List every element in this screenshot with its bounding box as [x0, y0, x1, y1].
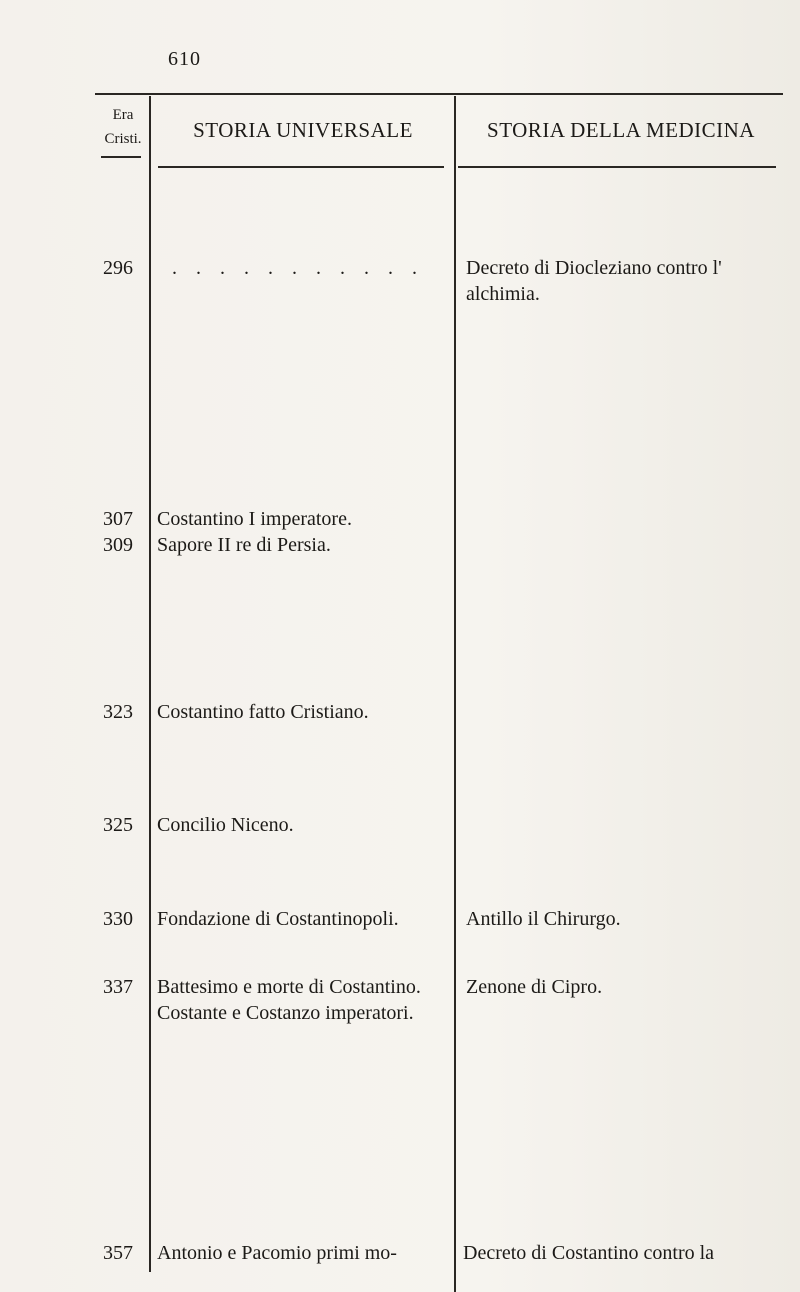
medicine-history-heading: STORIA DELLA MEDICINA: [487, 118, 755, 142]
universal-entry-307: Costantino I imperatore.: [157, 508, 352, 530]
medicine-entry-296: Decreto di Diocleziano contro l' alchimia.: [466, 257, 722, 305]
era-header-line2: Cristi.: [104, 131, 142, 147]
year-296: 296: [103, 257, 133, 279]
universal-entry-325: Concilio Niceno.: [157, 814, 294, 836]
medicine-entry-330: Antillo il Chirurgo.: [466, 908, 621, 930]
universal-entry-330: Fondazione di Costantinopoli.: [157, 908, 399, 930]
year-309: 309: [103, 534, 133, 556]
year-330: 330: [103, 908, 133, 930]
medicine-entry-337: Zenone di Cipro.: [466, 976, 603, 998]
year-357: 357: [103, 1242, 133, 1264]
era-header-line1: Era: [112, 107, 134, 123]
universal-entry-309: Sapore II re di Persia.: [157, 534, 331, 556]
year-325: 325: [103, 814, 133, 836]
year-307: 307: [103, 508, 133, 530]
year-337: 337: [103, 976, 133, 998]
top-rule: [95, 93, 783, 95]
medicine-heading-rule: [458, 166, 776, 168]
year-323: 323: [103, 701, 133, 723]
page-number: 610: [168, 48, 201, 70]
universal-entry-357: Antonio e Pacomio primi mo-: [157, 1242, 397, 1264]
medicine-entry-357: Decreto di Costantino contro la: [463, 1242, 715, 1264]
universal-entry-296: . . . . . . . . . . .: [172, 257, 424, 279]
era-rule: [101, 156, 141, 158]
universal-heading-rule: [158, 166, 444, 168]
era-header: [94, 103, 152, 151]
universal-entry-337: Battesimo e morte di Costantino. Costante e Costanzo imperatori.: [157, 976, 421, 1024]
universal-history-heading: STORIA UNIVERSALE: [193, 118, 413, 142]
universal-entry-323: Costantino fatto Cristiano.: [157, 701, 369, 723]
